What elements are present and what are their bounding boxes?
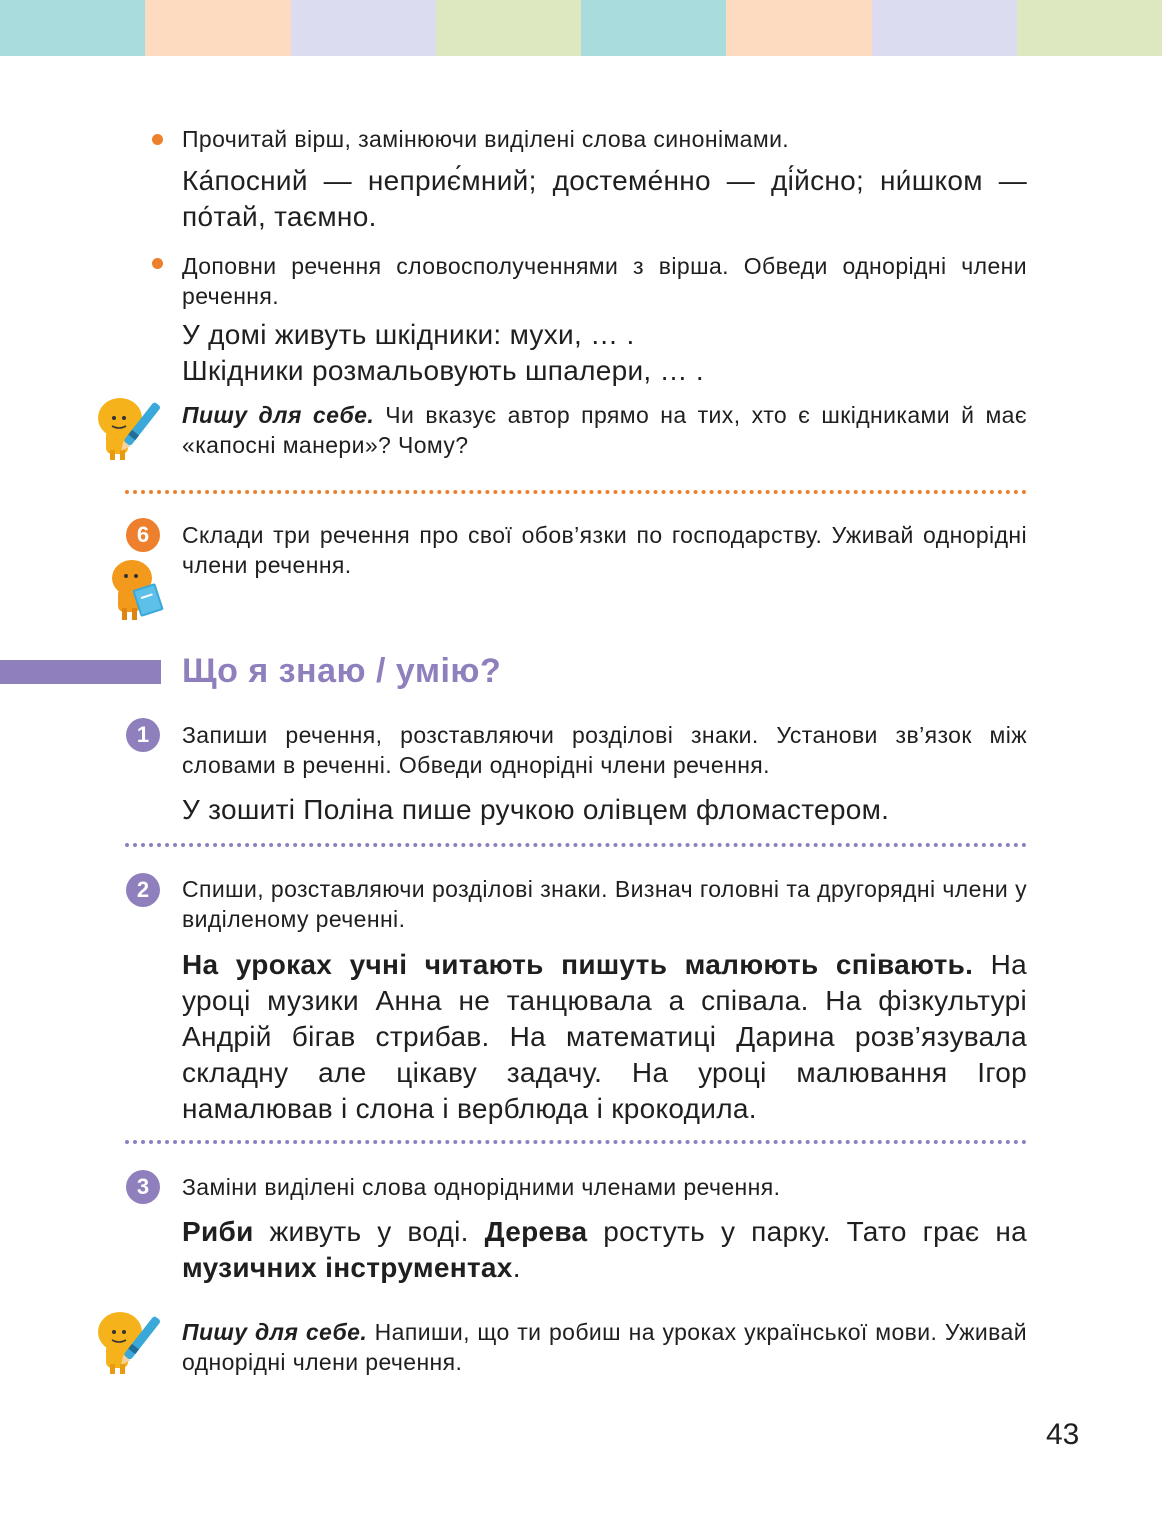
stripe-8 (1017, 0, 1162, 56)
stripe-5 (581, 0, 726, 56)
page-number: 43 (1046, 1418, 1080, 1451)
task2-passage-rest: На уроці музики Анна не танцювала а співала. На фізкультурі Андрій бігав стрибав. На математиці Дарина розв’язувала складну але цікаву задачу. На уроці малювання Ігор намалював і слона і верблюда і крокодила. (182, 949, 1027, 1124)
task2-instruction: Спиши, розставляючи розділові знаки. Визнач головні та другорядні члени у виділеному реченні. (182, 876, 1027, 932)
bullet-dot (152, 134, 163, 145)
task1-number-badge: 1 (126, 718, 160, 752)
dotted-separator (125, 843, 1027, 847)
stripe-3 (291, 0, 436, 56)
note1-text: Чи вказує автор прямо на тих, хто є шкідниками й має «капосні манери»? Чому? (182, 402, 1027, 458)
task3-sentences (182, 1214, 1027, 1286)
task3-word-3: музичних інструментах (182, 1252, 513, 1283)
top-color-stripes (0, 0, 1162, 56)
stripe-1 (0, 0, 145, 56)
task2-passage (182, 947, 1027, 1127)
mascot-pen-icon (92, 1308, 162, 1374)
section-title: Що я знаю / умію? (182, 652, 502, 690)
bullet1-synonyms-text: Ка́посний — неприє́мний; достеме́нно — ді́йсно; ни́шком — по́тай, таємно. (182, 165, 1027, 232)
stripe-7 (872, 0, 1017, 56)
task1-instruction: Запиши речення, розставляючи розділові знаки. Установи зв’язок між словами в реченні. Обведи однорідні члени речення. (182, 722, 1027, 778)
note1-label: Пишу для себе. (182, 402, 375, 428)
task3-word-2: Дерева (484, 1216, 588, 1247)
task3-word-1: Риби (182, 1216, 254, 1247)
task3-text-3: . (512, 1252, 521, 1283)
bullet2-instruction: Доповни речення словосполученнями з вірша. Обведи однорідні члени речення. (182, 253, 1027, 309)
section-heading-bar (0, 660, 161, 684)
task3-text-2: ростуть у парку. Тато грає на (587, 1216, 1027, 1247)
mascot-notebook-icon (104, 556, 168, 620)
note2-text: Напиши, що ти робиш на уроках української мови. Уживай однорідні члени речення. (182, 1319, 1027, 1375)
bullet-dot (152, 258, 163, 269)
mascot-pen-icon (92, 394, 162, 460)
dotted-separator (125, 490, 1027, 494)
stripe-2 (145, 0, 290, 56)
note2-paragraph (182, 1317, 1027, 1377)
task3-instruction: Заміни виділені слова однорідними членами речення. (182, 1174, 781, 1200)
task2-number-badge: 2 (126, 873, 160, 907)
task6-text: Склади три речення про свої обов’язки по господарству. Уживай однорідні члени речення. (182, 522, 1027, 578)
task3-number-badge: 3 (126, 1170, 160, 1204)
bullet1-instruction: Прочитай вірш, замінюючи виділені слова синонімами. (182, 126, 790, 152)
bullet2-line1: У домі живуть шкідники: мухи, … . (182, 319, 635, 350)
task6-number-badge: 6 (126, 518, 160, 552)
task2-bold-sentence: На уроках учні читають пишуть малюють співають. (182, 949, 974, 980)
task1-sentence: У зошиті Поліна пише ручкою олівцем фломастером. (182, 794, 890, 825)
note1-paragraph (182, 400, 1027, 460)
bullet2-line2: Шкідники розмальовують шпалери, … . (182, 355, 705, 386)
task3-text-1: живуть у воді. (253, 1216, 485, 1247)
note2-label: Пишу для себе. (182, 1319, 368, 1345)
dotted-separator (125, 1140, 1027, 1144)
stripe-4 (436, 0, 581, 56)
stripe-6 (726, 0, 871, 56)
